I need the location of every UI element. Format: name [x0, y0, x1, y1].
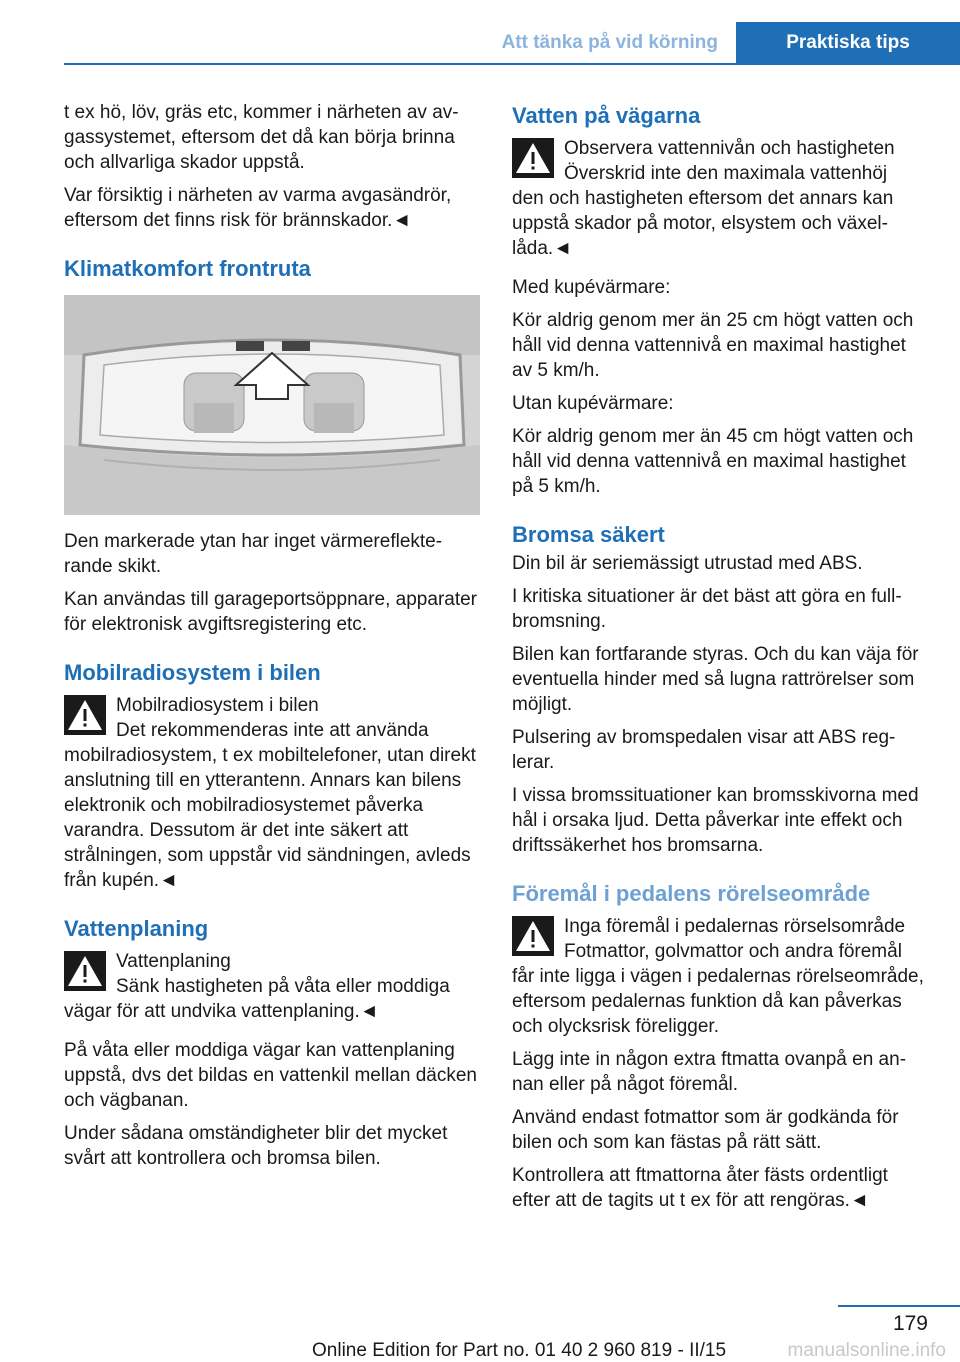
heading-klimatkomfort: Klimatkomfort frontruta: [64, 256, 311, 281]
warning-text: den och hastigheten eftersom det annars kan uppstå skador på motor, elsystem och växellåda.◄: [512, 188, 894, 259]
left-column: [64, 100, 480, 1179]
foremal-paragraph-1: Lägg inte in någon extra ftmatta ovanpå en annan eller på något föremål.: [512, 1049, 907, 1095]
warning-title: Observera vattennivån och hastigheten: [564, 138, 895, 159]
heading-vatten-pa-vagarna: Vatten på vägarna: [512, 103, 701, 128]
warning-title: Vattenplaning: [116, 951, 231, 972]
header-chapter-tab[interactable]: Praktiska tips: [736, 22, 960, 63]
utan-kupevarmare-label: Utan kupévärmare:: [512, 393, 674, 414]
warning-triangle-icon: [512, 916, 554, 956]
warning-triangle-icon: [512, 138, 554, 178]
intro-paragraph-2: Var försiktig i närheten av varma avgasändrör, eftersom det finns risk för brännskador.◄: [64, 185, 452, 231]
watermark: manualsonline.info: [787, 1340, 946, 1361]
windshield-photo: [64, 295, 480, 515]
warning-mobilradio: [64, 693, 480, 893]
warning-foremal: [512, 914, 928, 1039]
warning-line: Sänk hastigheten på våta eller moddiga: [116, 976, 450, 997]
header-section-tab[interactable]: Att tänka på vid körning: [501, 32, 718, 53]
warning-text: får inte ligga i vägen i pedalernas rörelseområde, eftersom pedalernas funktion då kan påverkas och olycksrisk föreligger.: [512, 966, 924, 1037]
warning-vatten-pa-vagarna: [512, 136, 928, 261]
warning-line: Fotmattor, golvmattor och andra föremål: [564, 941, 902, 962]
med-kupevarmare-label: Med kupévärmare:: [512, 277, 671, 298]
bromsa-paragraph-4: Pulsering av bromspedalen visar att ABS reglerar.: [512, 727, 896, 773]
bromsa-paragraph-5: I vissa bromssituationer kan bromsskivorna med hål i orsaka ljud. Detta påverkar inte effekt och driftssäkerhet hos bromsarna.: [512, 785, 919, 856]
foremal-paragraph-3: Kontrollera att ftmattorna åter fästs ordentligt efter att de tagits ut t ex för att rengöras.◄: [512, 1165, 888, 1211]
foremal-paragraph-2: Använd endast fotmattor som är godkända för bilen och som kan fästas på rätt sätt.: [512, 1107, 899, 1153]
warning-triangle-icon: [64, 951, 106, 991]
warning-text: mobilradiosystem, t ex mobiltelefoner, utan direkt anslutning till en ytterantenn. Annars kan bilens elektronik och mobilradiosystemet påverka varandra. Dessutom är det inte säkert att strålningen, som uppstår vid sändningen, avleds från kupén.◄: [64, 745, 476, 891]
right-column: [512, 100, 928, 1221]
warning-triangle-icon: [64, 695, 106, 735]
heading-foremal-pedalens: Föremål i pedalens rörelseområde: [512, 881, 871, 906]
bromsa-paragraph-3: Bilen kan fortfarande styras. Och du kan väja för eventuella hinder med så lugna rattrörelser som möjligt.: [512, 644, 919, 715]
header-rule: [64, 63, 960, 65]
warning-text: vägar för att undvika vattenplaning.◄: [64, 1001, 379, 1022]
utan-kupevarmare-text: Kör aldrig genom mer än 45 cm högt vatten och håll vid denna vattennivå en maximal hastighet på 5 km/h.: [512, 426, 914, 497]
klimat-paragraph-1: Den markerade ytan har inget värmereflekterande skikt.: [64, 531, 443, 577]
heading-mobilradio: Mobilradiosystem i bilen: [64, 660, 321, 685]
warning-line: Överskrid inte den maximala vattenhöj: [564, 163, 888, 184]
bromsa-paragraph-1: Din bil är seriemässigt utrustad med ABS.: [512, 553, 863, 574]
vatten-paragraph-2: Under sådana omständigheter blir det mycket svårt att kontrollera och bromsa bilen.: [64, 1123, 448, 1169]
vatten-paragraph-1: På våta eller moddiga vägar kan vattenplaning uppstå, dvs det bildas en vattenkil mellan däcken och vägbanan.: [64, 1040, 477, 1111]
warning-line: Det rekommenderas inte att använda: [116, 720, 429, 741]
intro-paragraph-1: t ex hö, löv, gräs etc, kommer i närheten av avgassystemet, eftersom det då kan börja brinna och allvarliga skador uppstå.: [64, 102, 459, 173]
med-kupevarmare-text: Kör aldrig genom mer än 25 cm högt vatten och håll vid denna vattennivå en maximal hastighet av 5 km/h.: [512, 310, 914, 381]
page-number: 179: [892, 1312, 928, 1335]
warning-title: Inga föremål i pedalernas rörselsområde: [564, 916, 906, 937]
bromsa-paragraph-2: I kritiska situationer är det bäst att göra en fullbromsning.: [512, 586, 902, 632]
warning-vattenplaning: [64, 949, 480, 1024]
heading-bromsa-sakert: Bromsa säkert: [512, 522, 665, 547]
footer-rule: [838, 1305, 960, 1307]
warning-title: Mobilradiosystem i bilen: [116, 695, 319, 716]
edition-text: Online Edition for Part no. 01 40 2 960 819 - II/15: [312, 1340, 727, 1361]
klimat-paragraph-2: Kan användas till garageportsöppnare, apparater för elektronisk avgiftsregistering etc.: [64, 589, 478, 635]
heading-vattenplaning: Vattenplaning: [64, 916, 209, 941]
